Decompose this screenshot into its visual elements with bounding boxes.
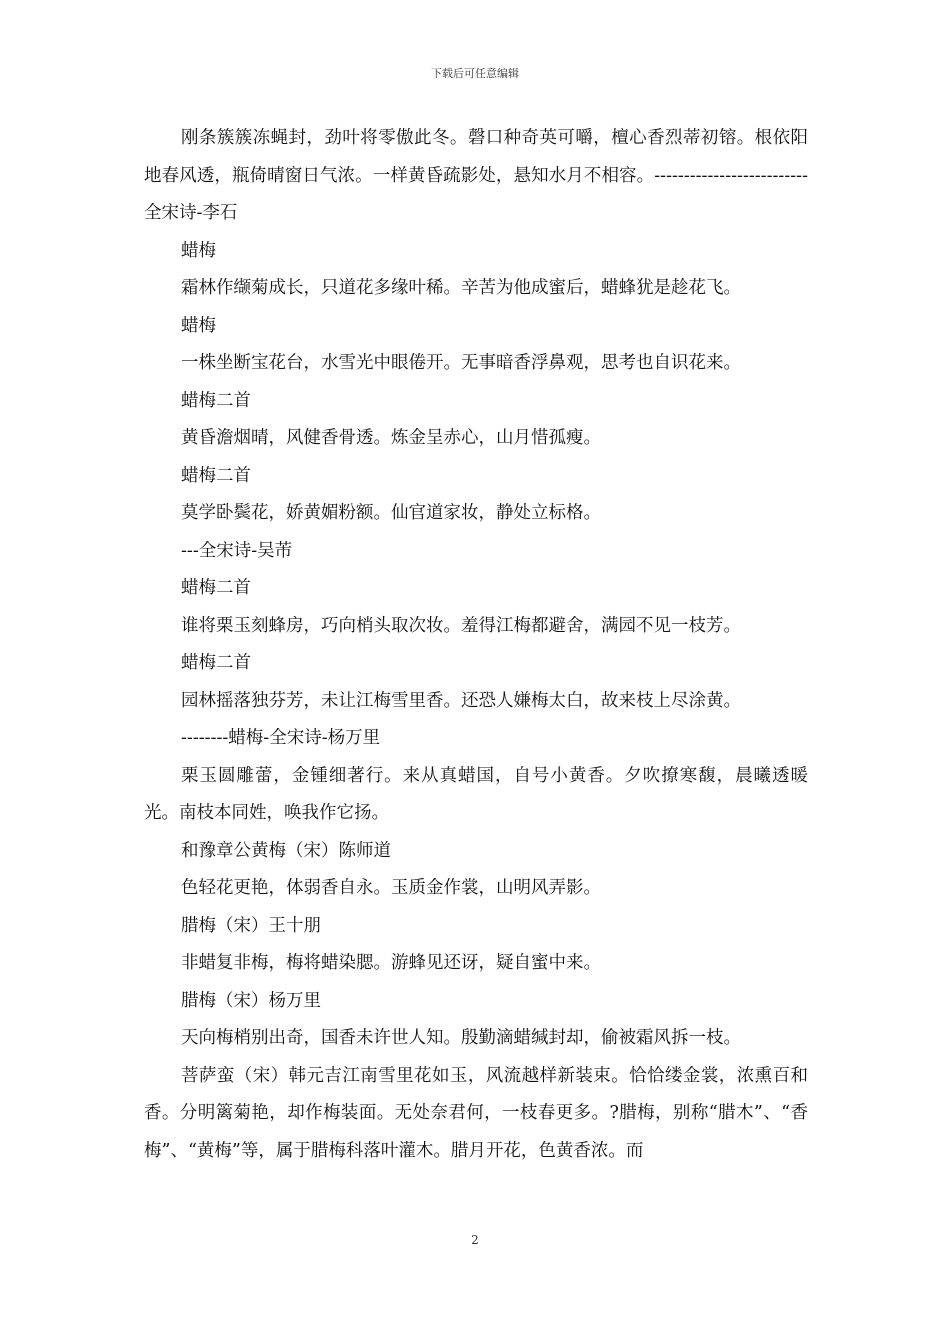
document-body bbox=[144, 120, 808, 1170]
paragraph: 园林摇落独芬芳，未让江梅雪里香。还恐人嫌梅太白，故来枝上尽涂黄。 bbox=[181, 690, 741, 711]
paragraph: 腊梅（宋）王十朋 bbox=[181, 915, 321, 936]
paragraph: 蜡梅二首 bbox=[181, 578, 251, 598]
paragraph: 一株坐断宝花台，水雪光中眼倦开。无事暗香浮鼻观，思考也自识花来。 bbox=[181, 353, 741, 373]
paragraph: 莫学卧鬓花，娇黄媚粉额。仙官道家妆，静处立标格。 bbox=[181, 503, 601, 523]
paragraph: 色轻花更艳，体弱香自永。玉质金作裳，山明风弄影。 bbox=[181, 878, 601, 898]
paragraph: 栗玉圆雕蕾，金锺细著行。来从真蜡国，自号小黄香。夕吹撩寒馥，晨曦透暖光。南枝本同姓，唤我作它扬。 bbox=[144, 765, 808, 823]
paragraph: 腊梅（宋）杨万里 bbox=[181, 990, 321, 1011]
paragraph: 蜡梅二首 bbox=[181, 465, 251, 486]
paragraph: 非蜡复非梅，梅将蜡染腮。游蜂见还讶，疑自蜜中来。 bbox=[181, 953, 601, 973]
paragraph: 谁将栗玉刻蜂房，巧向梢头取次妆。羞得江梅都避舍，满园不见一枝芳。 bbox=[181, 615, 741, 636]
page-header: 下载后可任意编辑 bbox=[431, 67, 519, 80]
paragraph: 刚条簇簇冻蝇封，劲叶将零傲此冬。磬口种奇英可嚼，檀心香烈蒂初镕。根依阳地春风透，瓶倚晴窗日气浓。一样黄昏疏影处，悬知水月不相容。--------------------------全宋诗-李石 bbox=[144, 128, 808, 223]
paragraph: ---全宋诗-吴芾 bbox=[181, 540, 293, 561]
paragraph: 蜡梅二首 bbox=[181, 653, 251, 673]
paragraph: 菩萨蛮（宋）韩元吉江南雪里花如玉，风流越样新装束。恰恰缕金裳，浓熏百和香。分明篱菊艳，却作梅装面。无处奈君何，一枝春更多。?腊梅，别称“腊木”、“香梅”、“黄梅”等，属于腊梅科落叶灌木。腊月开花，色黄香浓。而 bbox=[144, 1065, 808, 1161]
paragraph: 黄昏澹烟晴，风健香骨透。炼金呈赤心，山月惜孤瘦。 bbox=[181, 428, 601, 448]
paragraph: 蜡梅 bbox=[181, 240, 216, 261]
paragraph: 蜡梅二首 bbox=[181, 390, 251, 411]
paragraph: 天向梅梢别出奇，国香未许世人知。殷勤滴蜡缄封却，偷被霜风拆一枝。 bbox=[181, 1028, 741, 1048]
page-number: 2 bbox=[471, 1233, 479, 1247]
paragraph: 和豫章公黄梅（宋）陈师道 bbox=[181, 840, 391, 861]
paragraph: 蜡梅 bbox=[181, 315, 216, 336]
paragraph: 霜林作缬菊成长，只道花多缘叶稀。辛苦为他成蜜后，蜡蜂犹是趁花飞。 bbox=[181, 278, 741, 298]
paragraph: --------蜡梅-全宋诗-杨万里 bbox=[181, 728, 381, 748]
